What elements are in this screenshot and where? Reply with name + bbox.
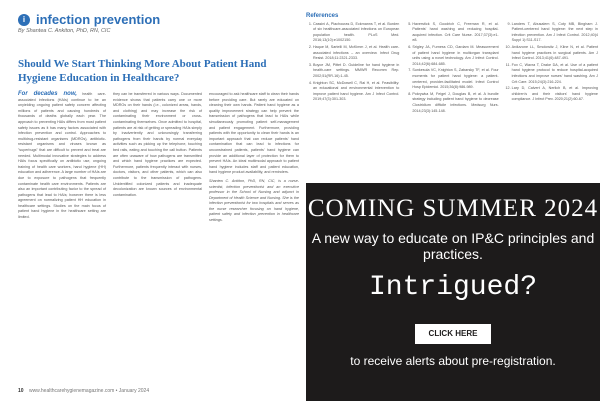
references (306, 14, 598, 178)
reference-item: 8. Pokrywka M, Feigel J, Douglas B, et al. A bundle strategy including patient hand hygiene to decrease Clostridium difficile infections. Medsurg Nurs. 2014;23(3):145-148. (412, 92, 498, 114)
reference-item: 6. Srigley JA, Furness CD, Gardam M. Measurement of patient hand hygiene in multiorgan transplant units using a novel technology. Am J Infect Control. 2014;42(6):684-685. (412, 45, 498, 67)
reference-item: 1. Cassini A, Plachouras D, Eckmanns T, et al. Burden of six healthcare-associated infections on European population health. PLoS Med. 2016;13(10):e1002150. (313, 22, 399, 44)
footer-url[interactable]: www.healthcarehygienemagazine.com • January 2024 (28, 388, 150, 394)
article-text-3: encouraged to ask healthcare staff to clean their hands before providing care. But rarely are educated on cleaning their own hands. Patient hand hygiene as a quality improvement strategy can help prevent the transmission of pathogens that lead to HAIs while simultaneously promoting patient self-management and patient engagement. Furthermore, providing patients with the opportunity to clean their hands is an important approach that can reduce patients' hand contamination that can lead to infections for unconstrained patients, patients' hand hygiene can provide an additional layer of protection for them to prevent HAIs. An ideal multimodal approach to patient hand hygiene includes staff and patient education, hand hygiene product availability, and reminders. (209, 92, 299, 175)
advertisement (306, 183, 600, 401)
section-label: infection prevention (36, 12, 161, 27)
ad-subline: A new way to educate on IP&C principles and practices. (311, 230, 595, 262)
reference-item: 3. Boyce JM, Pittet D. Guideline for hand hygiene in health-care settings. MMWR Recomm Rep. 2002;51(RR-16):1-45. (313, 63, 399, 80)
article-column-1 (18, 92, 106, 385)
reference-item: 12. Lary D, Calvert A, Nerlich B, et al. Improving children's and their visitors' hand hygiene compliance. J Infect Prev. 2020;21(2):60-67. (512, 86, 598, 103)
ad-question: Intrigued? (368, 272, 538, 303)
section-icon: i (18, 14, 30, 26)
reference-item: 11. Fox C, Wavra T, Drake DA, et al. Use of a patient hand hygiene protocol to reduce hospital-acquired infections and improve nurses' hand washing. Am J Crit Care. 2015;24(3):216-224. (512, 63, 598, 85)
article-column-2 (113, 92, 202, 385)
byline: By Shantea C. Ankiton, PhD, RN, CIC (18, 28, 111, 34)
page-number: 10 (18, 388, 24, 394)
author-bio: Shantea C. Ankiton, PhD, RN, CIC, is a nurse-scientist, infection preventionist and an executive professor in the School of Nursing and adjunct in Department of Health Science and Nursing. She is the infection preventionist for two hospitals and serves as the nurse researcher focusing on hand hygiene, patient safety and infection prevention in healthcare settings. (209, 178, 299, 223)
ad-headline: COMING SUMMER 2024 (307, 195, 599, 222)
reference-item: 4. Knighton SC, McDowell C, Rai H, et al. Feasibility: an educational and environmental intervention to improve patient hand hygiene. Am J Infect Control. 2019;47(3):301-303. (313, 81, 399, 103)
page-footer (18, 388, 149, 394)
article-lead: For decades now, (18, 91, 77, 97)
click-here-button[interactable]: CLICK HERE (415, 324, 491, 344)
reference-item: 9. Landers T, Abusalem S, Coty MB, Bingham J. Patient-centered hand hygiene: the next step in infection prevention. Am J Infect Control. 2012;40(4 Suppl 1):S11-S17. (512, 22, 598, 44)
references-list (306, 22, 598, 115)
reference-item: 7. Sunkesula VC, Knighton S, Zabarsky TF, et al. Four moments for patient hand hygiene: a patient-centered, provider-facilitated model. Infect Control Hosp Epidemiol. 2015;36(8):986-989. (412, 68, 498, 90)
article-text-1: health care-associated infections (HAIs) continue to be an unyielding ongoing patient safety concern affecting millions of patients and causing hundreds of thousands of deaths globally each year. The approach to preventing HAIs differs from most patient safety issues as it has many factors associated with infection prevention and control. Approaches to multidrug-resistant organisms (MDROs), antibiotic-resistant organisms and viruses known as "superbugs" that are difficult to prevent and treat are needed. Multimodal innovative strategies to address HAIs focus specifically on antibiotic use, ongoing training of health care workers, hand hygiene (HH) education and adherence. A large number of HAIs are due to exposure to pathogens that frequently contaminate health care environments. Patients are also an important contributing factor to the spread of pathogens that lead to HAIs; however there is less agreement on normalizing patient HH education in healthcare settings. Studies on the main focus of patient hand hygiene in the healthcare setting are limited. (18, 92, 106, 220)
article-column-3 (209, 92, 299, 385)
reference-item: 2. Haque M, Sartelli M, McKimm J, et al. Health care-associated infections – an overview. Infect Drug Resist. 2018;11:2321-2333. (313, 45, 399, 62)
section-header (18, 12, 160, 27)
references-heading: References (306, 13, 339, 19)
article-text-2: they can be transferred in various ways. Documented evidence shows that patients carry one or more MDROs on their hands (i.e., colonized areas, hands, and clothing) and may increase the risk of contaminating their environment or cross-contaminating themselves. Once admitted to hospital, patients are at risk of getting or spreading HAIs simply by inadvertently and unknowingly transferring pathogens from their hands by normal everyday activities such as picking up the telephone, touching bed rails, eating and touching the call button. Patients are often unaware of how pathogens are transmitted and which hand hygiene practices are expected. Furthermore, patients frequently interact with nurses, doctors, visitors, and other patients, which can also contribute to the transmission of pathogens. Unidentified colonized patients and inadequate decolonization are known sources of environmental contamination. (113, 92, 202, 197)
reference-item: 10. Ardizzone LL, Smolowitz J, Kline N, et al. Patient hand hygiene practices in surgical patients. Am J Infect Control. 2013;41(6):487-491. (512, 45, 598, 62)
ad-footer-text: to receive alerts about pre-registration. (350, 354, 556, 368)
reference-item: 5. Haverstick S, Goodrich C, Freeman R, et al. Patients' hand washing and reducing hospital-acquired infection. Crit Care Nurse. 2017;37(3):e1-e8. (412, 22, 498, 44)
article-title: Should We Start Thinking More About Patient Hand Hygiene Education in Healthcare? (18, 58, 267, 84)
